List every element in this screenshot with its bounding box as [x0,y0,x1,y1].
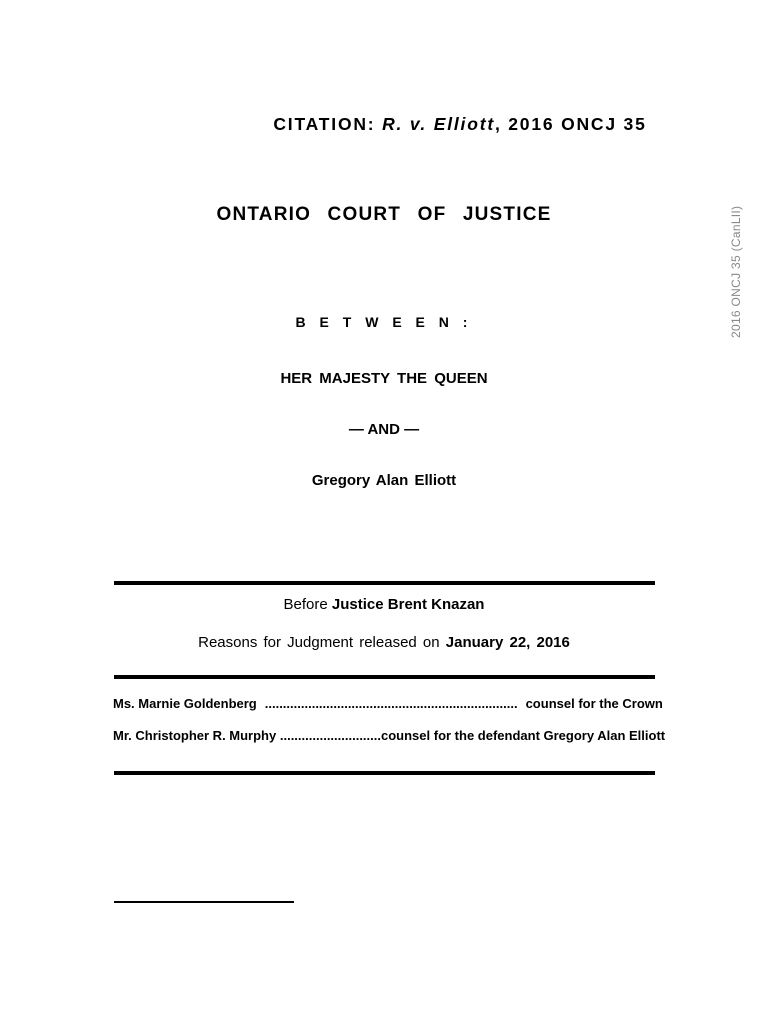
counsel-leader-dots: ...................................................................... [264,696,518,711]
court-name: ONTARIO COURT OF JUSTICE [216,204,552,225]
before-line [0,596,768,613]
reasons-line [0,634,768,651]
citation-suffix: , 2016 ONCJ 35 [494,114,647,134]
counsel-row-crown [113,696,713,711]
judgment-date: January 22, 2016 [445,634,570,651]
reasons-prefix: Reasons for Judgment released on [198,634,440,651]
counsel-leader-dots: ............................ [279,728,381,743]
party-crown: HER MAJESTY THE QUEEN [280,370,488,387]
counsel-role: counsel for the defendant Gregory Alan Elliott [381,728,666,743]
counsel-row-defence [113,728,713,743]
citation-line [0,114,768,135]
judge-name: Justice Brent Knazan [331,596,485,613]
citation-case-name: R. v. Elliott [382,114,495,134]
divider-top [114,581,655,585]
divider-middle [114,675,655,679]
divider-bottom [114,771,655,775]
footnote-separator [114,901,294,903]
citation-prefix: CITATION: [273,114,376,134]
and-label: — AND — [348,421,420,438]
between-label: B E T W E E N : [295,314,473,330]
counsel-name: Mr. Christopher R. Murphy [113,728,277,743]
counsel-role: counsel for the Crown [525,696,663,711]
counsel-name: Ms. Marnie Goldenberg [113,696,257,711]
before-prefix: Before [283,596,328,613]
party-defendant: Gregory Alan Elliott [311,472,457,489]
canlii-sidebar-citation: 2016 ONCJ 35 (CanLII) [729,205,743,338]
